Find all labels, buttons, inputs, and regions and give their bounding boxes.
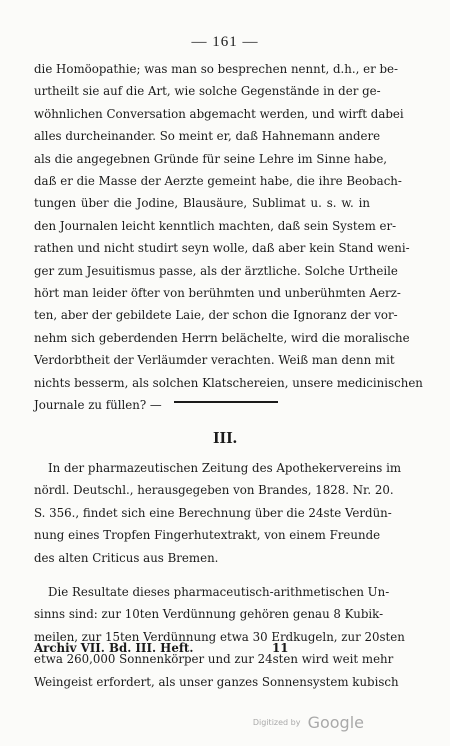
paragraph-1 [34,58,423,417]
text-line: etwa 260,000 Sonnenkörper und zur 24sten wird weit mehr [34,652,394,667]
text-line: tungen über die Jodine, Blausäure, Sublimat u. s. w. in [34,196,370,211]
text-line: Weingeist erfordert, als unser ganzes Sonnensystem kubisch [34,674,399,689]
text-line: Die Resultate dieses pharmaceutisch-arithmetischen Un- [48,585,390,600]
section-heading: III. [212,428,238,447]
text-line: nichts besserm, als solchen Klatschereien, unsere medicinischen [34,375,423,390]
text-line: sinns sind: zur 10ten Verdünnung gehören genau 8 Kubik- [34,607,384,622]
page-number: — 161 — [191,34,259,50]
text-line: nung eines Tropfen Fingerhutextrakt, von einem Freunde [34,528,381,543]
text-line: ten, aber der gebildete Laie, der schon die Ignoranz der vor- [34,308,398,323]
google-logo: Google [307,713,364,732]
signature-number: 11 [272,641,289,655]
text-line: nehm sich geberdenden Herrn belächelte, wird die moralische [34,330,410,345]
text-line: des alten Criticus aus Bremen. [34,550,219,565]
text-line: alles durcheinander. So meint er, daß Hahnemann andere [34,129,381,144]
section-divider [174,401,278,403]
text-line: wöhnlichen Conversation abgemacht werden, und wirft dabei [34,106,404,121]
digitization-watermark [253,712,364,732]
text-line: ger zum Jesuitismus passe, als der ärztliche. Solche Urtheile [34,263,398,278]
text-line: rathen und nicht studirt seyn wolle, daß aber kein Stand weni- [34,241,410,256]
text-line: Journale zu füllen? — [34,398,162,413]
text-line: In der pharmazeutischen Zeitung des Apothekervereins im [48,461,402,475]
text-line: als die angegebnen Gründe für seine Lehre im Sinne habe, [34,151,388,166]
text-line: meilen, zur 15ten Verdünnung etwa 30 Erdkugeln, zur 20sten [34,629,405,644]
text-line: die Homöopathie; was man so besprechen nennt, d.h., er be- [34,62,398,76]
text-line: daß er die Masse der Aerzte gemeint habe, die ihre Beobach- [34,174,402,189]
text-line: nördl. Deutschl., herausgegeben von Brandes, 1828. Nr. 20. [34,483,394,498]
page-footer [34,641,370,661]
text-line: urtheilt sie auf die Art, wie solche Gegenstände in der ge- [34,84,381,99]
text-line: S. 356., findet sich eine Berechnung über die 24ste Verdün- [34,505,392,520]
watermark-prefix: Digitized by [252,718,301,727]
text-line: den Journalen leicht kenntlich machten, daß sein System er- [34,218,397,233]
text-line: Verdorbtheit der Verläumder verachten. Weiß man denn mit [34,353,395,368]
signature-mark: Archiv VII. Bd. III. Heft. [34,641,194,655]
text-line: hört man leider öfter von berühmten und unberühmten Aerz- [34,286,401,301]
